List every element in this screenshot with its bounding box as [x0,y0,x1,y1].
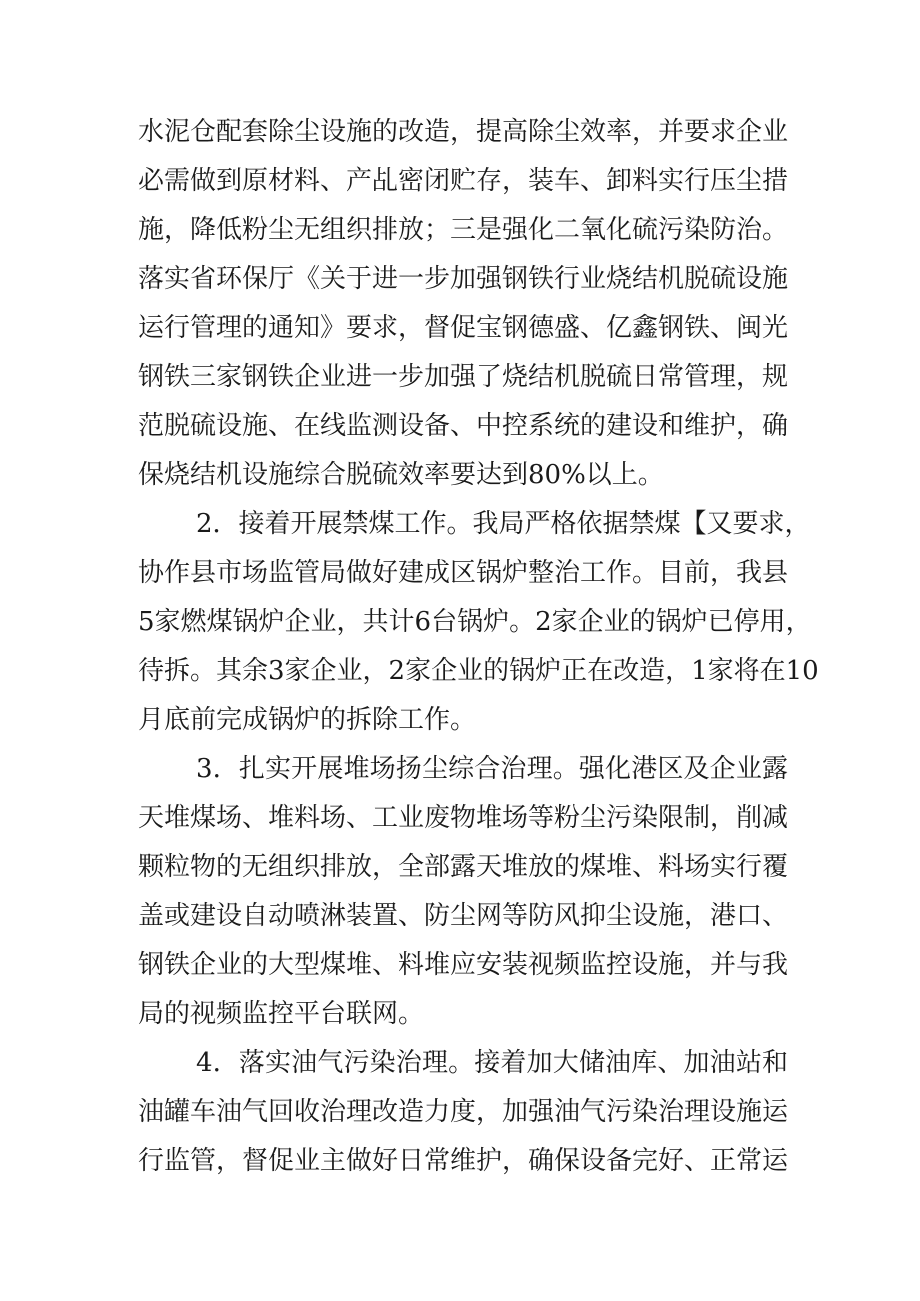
text-line: 4．落实油气污染治理。接着加大储油库、加油站和 [196,1048,788,1078]
text-line: 局的视频监控平台联网。 [138,999,425,1029]
paragraph-coal-ban [138,500,819,745]
document-body [138,108,819,1186]
text-line: 保烧结机设施综合脱硫效率要达到80%以上。 [138,460,664,490]
text-line: 协作县市场监管局做好建成区锅炉整治工作。目前，我县 [138,558,789,588]
paragraph-oil-vapor [138,1039,788,1186]
text-line: 3．扎实开展堆场扬尘综合治理。强化港区及企业露 [196,754,788,784]
text-line: 落实省环保厅《关于进一步加强钢铁行业烧结机脱硫设施 [138,264,789,294]
text-line: 2．接着开展禁煤工作。我局严格依据禁煤【又要求， [196,509,811,539]
text-line: 5家燃煤锅炉企业，共计6台锅炉。2家企业的锅炉已停用， [138,607,812,637]
text-line: 盖或建设自动喷淋装置、防尘网等防风抑尘设施，港口、 [138,901,789,931]
text-line: 天堆煤场、堆料场、工业废物堆场等粉尘污染限制，削减 [138,803,789,833]
text-line: 范脱硫设施、在线监测设备、中控系统的建设和维护，确 [138,411,789,441]
text-line: 钢铁三家钢铁企业进一步加强了烧结机脱硫日常管理，规 [138,362,789,392]
paragraph-stockyard-dust [138,745,788,1039]
text-line: 水泥仓配套除尘设施的改造，提高除尘效率，并要求企业 [138,117,789,147]
text-line: 颗粒物的无组织排放，全部露天堆放的煤堆、料场实行覆 [138,852,789,882]
text-line: 施，降低粉尘无组织排放；三是强化二氧化硫污染防治。 [138,215,789,245]
text-line: 运行管理的通知》要求，督促宝钢德盛、亿鑫钢铁、闽光 [138,313,789,343]
paragraph-air-pollution-measures [138,108,788,500]
text-line: 待拆。其余3家企业，2家企业的锅炉正在改造，1家将在10 [138,656,819,686]
text-line: 月底前完成锅炉的拆除工作。 [138,705,477,735]
text-line: 油罐车油气回收治理改造力度，加强油气污染治理设施运 [138,1097,789,1127]
text-line: 必需做到原材料、产乩密闭贮存，装车、卸料实行压尘措 [138,166,789,196]
text-line: 钢铁企业的大型煤堆、料堆应安装视频监控设施，并与我 [138,950,789,980]
text-line: 行监管，督促业主做好日常维护，确保设备完好、正常运 [138,1146,789,1176]
